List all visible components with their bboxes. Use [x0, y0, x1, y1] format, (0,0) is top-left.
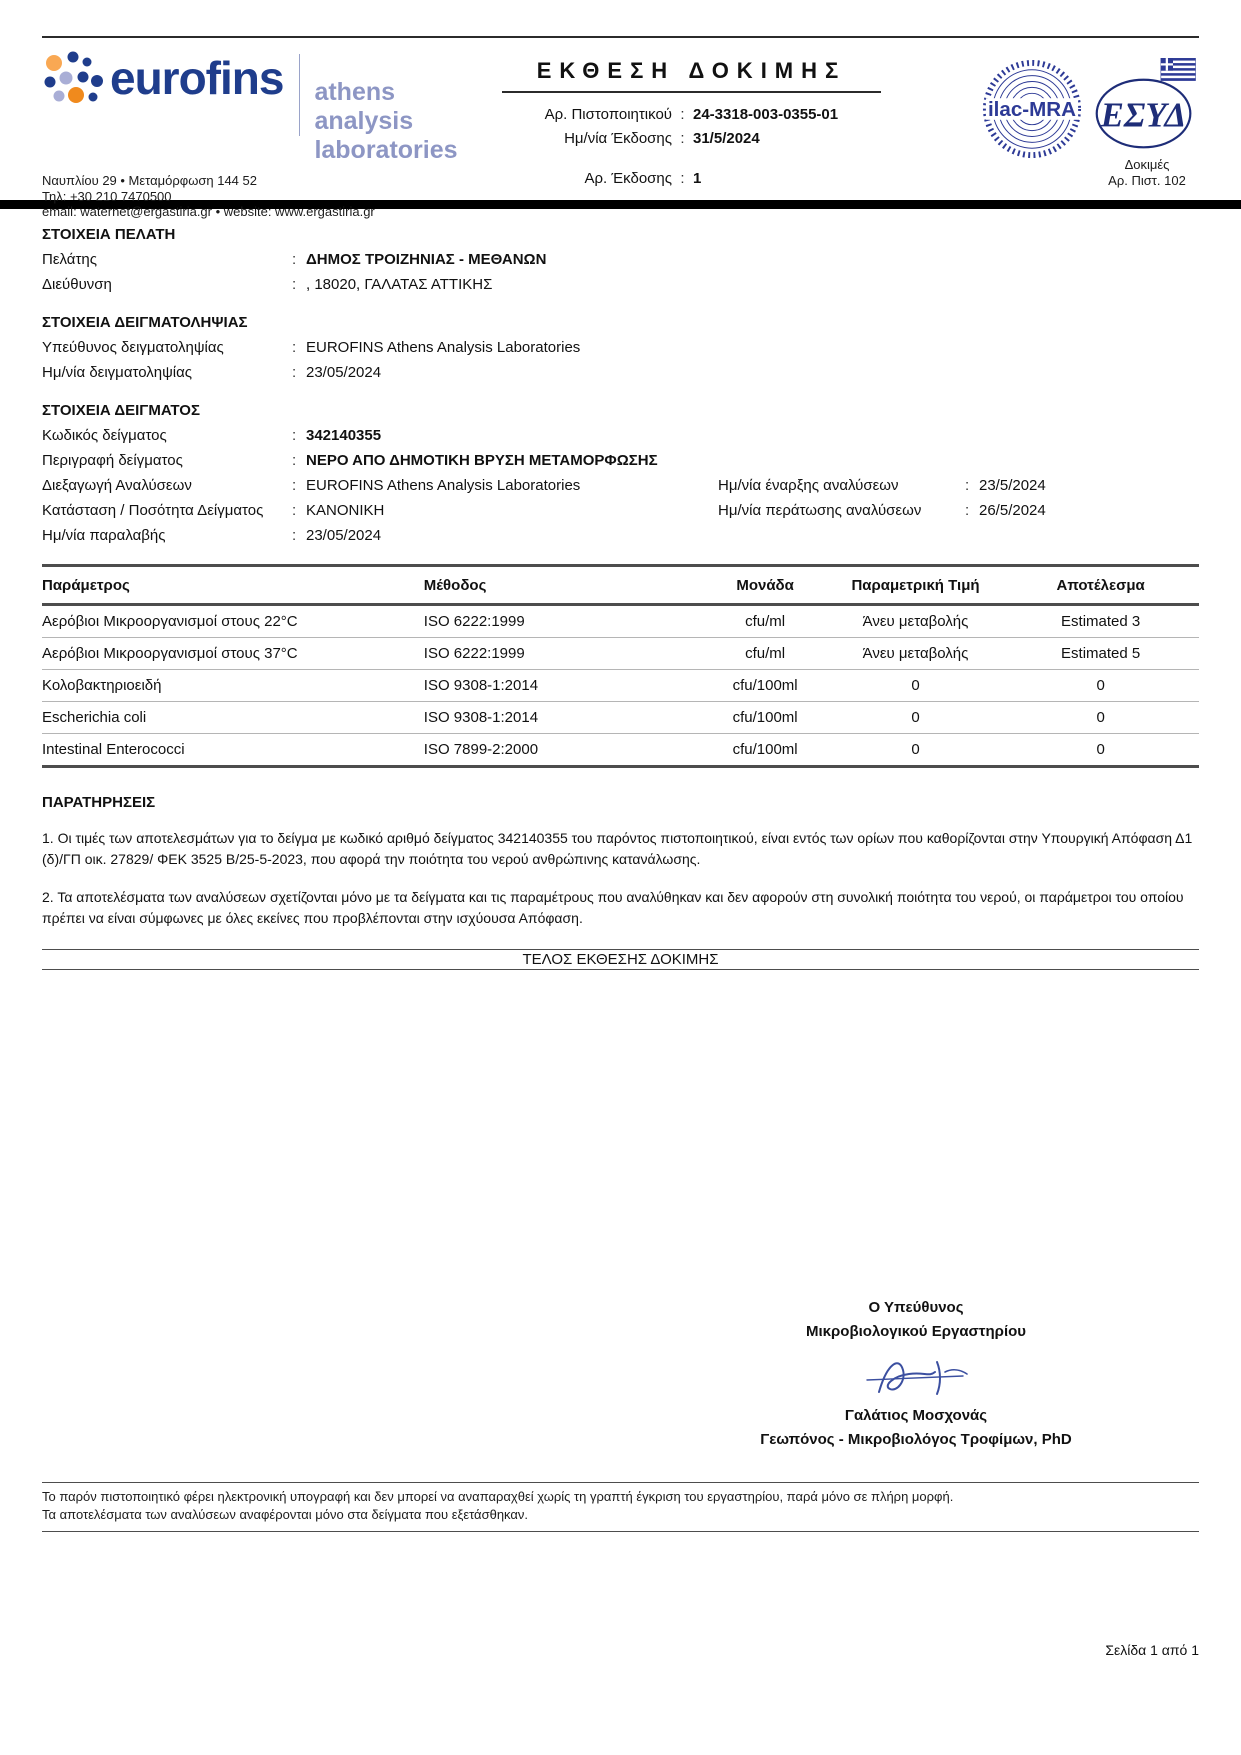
table-row: [42, 734, 1199, 767]
sample-condition-value: ΚΑΝΟΝΙΚΗ: [306, 502, 385, 519]
analysis-end-value: 26/5/2024: [979, 502, 1046, 519]
col-header-result: Αποτέλεσμα: [1002, 566, 1199, 605]
client-address-label: Διεύθυνση: [42, 276, 112, 293]
cell-unit: cfu/100ml: [701, 670, 828, 702]
cell-parametric-value: Άνευ μεταβολής: [829, 638, 1003, 670]
cell-parametric-value: 0: [829, 734, 1003, 767]
edition-label: Αρ. Έκδοσης: [584, 170, 672, 187]
top-rule: [42, 36, 1199, 38]
svg-text:ΕΣΥΔ: ΕΣΥΔ: [1100, 96, 1187, 135]
sample-code-label: Κωδικός δείγματος: [42, 427, 167, 444]
cell-method: ISO 6222:1999: [424, 638, 702, 670]
received-date-row: [42, 523, 1199, 548]
cell-unit: cfu/100ml: [701, 702, 828, 734]
colon: :: [292, 527, 297, 544]
results-table: [42, 564, 1199, 768]
colon: :: [680, 130, 685, 147]
page-number: Σελίδα 1 από 1: [1105, 1642, 1199, 1658]
colon: :: [292, 502, 297, 519]
colon: :: [292, 477, 297, 494]
cell-method: ISO 6222:1999: [424, 605, 702, 638]
sample-condition-label: Κατάσταση / Ποσότητα Δείγματος: [42, 502, 264, 519]
client-address-value: , 18020, ΓΑΛΑΤΑΣ ΑΤΤΙΚΗΣ: [306, 276, 493, 293]
greek-flag-icon: [1161, 58, 1196, 81]
received-date-label: Ημ/νία παραλαβής: [42, 527, 166, 544]
certificate-number-value: 24-3318-003-0355-01: [693, 106, 839, 123]
colon: :: [292, 339, 297, 356]
analysis-end-label: Ημ/νία περάτωσης αναλύσεων: [718, 502, 922, 519]
certificate-number-row: [494, 103, 889, 127]
cell-parametric-value: 0: [829, 670, 1003, 702]
signature-ink-icon: [702, 1350, 1130, 1402]
colon: :: [292, 276, 297, 293]
client-value: ΔΗΜΟΣ ΤΡΟΙΖΗΝΙΑΣ - ΜΕΘΑΝΩΝ: [306, 251, 547, 268]
cell-unit: cfu/100ml: [701, 734, 828, 767]
cell-parameter: Κολοβακτηριοειδή: [42, 670, 424, 702]
analysis-start-label: Ημ/νία έναρξης αναλύσεων: [718, 477, 899, 494]
analysis-lab-row: [42, 473, 1199, 498]
signatory-name: Γαλάτιος Μοσχονάς: [844, 1407, 988, 1424]
sampling-responsible-label: Υπεύθυνος δειγματοληψίας: [42, 339, 224, 356]
colon: :: [680, 170, 685, 187]
edition-value: 1: [693, 170, 702, 187]
table-row: [42, 702, 1199, 734]
lab-address: [42, 173, 494, 220]
cell-unit: cfu/ml: [701, 605, 828, 638]
accreditation-cert-number: Αρ. Πιστ. 102: [1108, 173, 1186, 188]
sampling-date-value: 23/05/2024: [306, 364, 382, 381]
brand-block: [42, 50, 494, 220]
sampling-section-heading: ΣΤΟΙΧΕΙΑ ΔΕΙΓΜΑΤΟΛΗΨΙΑΣ: [42, 314, 248, 331]
report-header: [42, 50, 1199, 219]
remark-paragraph-1: 1. Οι τιμές των αποτελεσμάτων για το δείγμα με κωδικό αριθμό δείγματος 342140355 του παρόντος πιστοποιητικού, είναι εντός των ορίων που καθορίζονται στην Υπουργική Απόφαση Δ1 (δ)/ΓΠ οικ. 27829/ ΦΕΚ 3525 Β/25-5-2023, που αφορά την ποιότητα του νερού ανθρώπινης κατανάλωσης.: [42, 830, 1193, 867]
accreditation-caption: [1095, 157, 1199, 189]
table-row: [42, 638, 1199, 670]
remarks-heading: ΠΑΡΑΤΗΡΗΣΕΙΣ: [42, 794, 156, 811]
issue-date-label: Ημ/νία Έκδοσης: [564, 130, 672, 147]
issue-date-row: [494, 127, 889, 151]
colon: :: [680, 106, 685, 123]
signature-block: [702, 1296, 1130, 1452]
brand-subtitle-line2: laboratories: [314, 136, 458, 164]
cell-result: Estimated 3: [1002, 605, 1199, 638]
cell-result: 0: [1002, 734, 1199, 767]
client-label: Πελάτης: [42, 251, 97, 268]
edition-row: [494, 167, 889, 191]
sampling-date-label: Ημ/νία δειγματοληψίας: [42, 364, 193, 381]
svg-text:ilac-MRA: ilac-MRA: [987, 97, 1077, 121]
cell-method: ISO 9308-1:2014: [424, 670, 702, 702]
issue-date-value: 31/5/2024: [693, 130, 760, 147]
brand-subtitle: [314, 78, 494, 165]
colon: :: [292, 452, 297, 469]
ilac-mra-logo: [981, 58, 1083, 165]
end-of-report-block: [42, 949, 1199, 970]
sample-section-heading: ΣΤΟΙΧΕΙΑ ΔΕΙΓΜΑΤΟΣ: [42, 402, 200, 419]
sample-description-value: ΝΕΡΟ ΑΠΟ ΔΗΜΟΤΙΚΗ ΒΡΥΣΗ ΜΕΤΑΜΟΡΦΩΣΗΣ: [306, 452, 658, 469]
table-row: [42, 670, 1199, 702]
cell-result: 0: [1002, 670, 1199, 702]
client-row: [42, 247, 1199, 272]
table-row: [42, 605, 1199, 638]
sampling-responsible-row: [42, 335, 1199, 360]
colon: :: [292, 427, 297, 444]
address-street: Ναυπλίου 29 • Μεταμόρφωση 144 52: [42, 173, 257, 188]
address-phone: Τηλ: +30 210 7470500: [42, 188, 172, 204]
col-header-method: Μέθοδος: [424, 566, 702, 605]
sampling-responsible-value: EUROFINS Athens Analysis Laboratories: [306, 339, 581, 356]
end-of-report-text: ΤΕΛΟΣ ΕΚΘΕΣΗΣ ΔΟΚΙΜΗΣ: [522, 951, 719, 968]
brand-divider: [299, 54, 300, 136]
col-header-unit: Μονάδα: [701, 566, 828, 605]
page-title: ΕΚΘΕΣΗ ΔΟΚΙΜΗΣ: [502, 58, 881, 93]
cell-result: 0: [1002, 702, 1199, 734]
signatory-title: Γεωπόνος - Μικροβιολόγος Τροφίμων, PhD: [760, 1431, 1072, 1448]
footer-line2: Τα αποτελέσματα των αναλύσεων αναφέρονται μόνο στα δείγματα που εξετάσθηκαν.: [42, 1507, 529, 1522]
signatory-role-line2: Μικροβιολογικού Εργαστηρίου: [805, 1323, 1027, 1340]
address-email-web: email: waternet@ergastiria.gr • website: www.ergastiria.gr: [42, 204, 375, 219]
accreditation-scope: Δοκιμές: [1124, 157, 1170, 172]
colon: :: [965, 477, 970, 494]
cell-parameter: Intestinal Enterococci: [42, 734, 424, 767]
col-header-parametric-value: Παραμετρική Τιμή: [829, 566, 1003, 605]
esyd-block: [1095, 58, 1199, 189]
sampling-date-row: [42, 360, 1199, 385]
signatory-role-line1: Ο Υπεύθυνος: [868, 1299, 964, 1316]
cell-result: Estimated 5: [1002, 638, 1199, 670]
footer-disclaimer: [42, 1482, 1199, 1532]
results-table-header-row: [42, 566, 1199, 605]
sample-condition-row: [42, 498, 1199, 523]
cell-method: ISO 9308-1:2014: [424, 702, 702, 734]
esyd-logo: [1095, 96, 1199, 154]
report-title-block: [494, 50, 889, 191]
brand-subtitle-line1: athens analysis: [314, 78, 414, 135]
cell-parametric-value: Άνευ μεταβολής: [829, 605, 1003, 638]
colon: :: [292, 251, 297, 268]
cell-unit: cfu/ml: [701, 638, 828, 670]
client-section-heading: ΣΤΟΙΧΕΙΑ ΠΕΛΑΤΗ: [42, 226, 176, 243]
colon: :: [965, 502, 970, 519]
analysis-start-value: 23/5/2024: [979, 477, 1046, 494]
sample-code-value: 342140355: [306, 427, 382, 444]
accreditation-logos: [889, 50, 1199, 189]
cell-parameter: Escherichia coli: [42, 702, 424, 734]
cell-method: ISO 7899-2:2000: [424, 734, 702, 767]
certificate-number-label: Αρ. Πιστοποιητικού: [544, 106, 672, 123]
colon: :: [292, 364, 297, 381]
eurofins-dots-icon: [42, 50, 104, 113]
remark-paragraph-2: 2. Τα αποτελέσματα των αναλύσεων σχετίζονται μόνο με τα δείγματα και τις παραμέτρους που αναλύθηκαν και δεν αφορούν στη συνολική ποιότητα του νερού, οι παράμετροι του οποίου πρέπει να είναι σύμφωνες με όλες εκείνες που προβλέπονται στην ισχύουσα Απόφαση.: [42, 889, 1184, 926]
cell-parametric-value: 0: [829, 702, 1003, 734]
sample-description-label: Περιγραφή δείγματος: [42, 452, 183, 469]
analysis-lab-value: EUROFINS Athens Analysis Laboratories: [306, 477, 581, 494]
received-date-value: 23/05/2024: [306, 527, 382, 544]
analysis-lab-label: Διεξαγωγή Αναλύσεων: [42, 477, 192, 494]
brand-wordmark: eurofins: [110, 52, 284, 104]
sample-description-row: [42, 448, 1199, 473]
client-address-row: [42, 272, 1199, 297]
col-header-parameter: Παράμετρος: [42, 566, 424, 605]
footer-line1: Το παρόν πιστοποιητικό φέρει ηλεκτρονική υπογραφή και δεν μπορεί να αναπαραχθεί χωρίς τη γραπτή έγκριση του εργαστηρίου, παρά μόνο σε πλήρη μορφή.: [42, 1489, 954, 1504]
cell-parameter: Αερόβιοι Μικροοργανισμοί στους 37°C: [42, 638, 424, 670]
cell-parameter: Αερόβιοι Μικροοργανισμοί στους 22°C: [42, 605, 424, 638]
sample-code-row: [42, 423, 1199, 448]
